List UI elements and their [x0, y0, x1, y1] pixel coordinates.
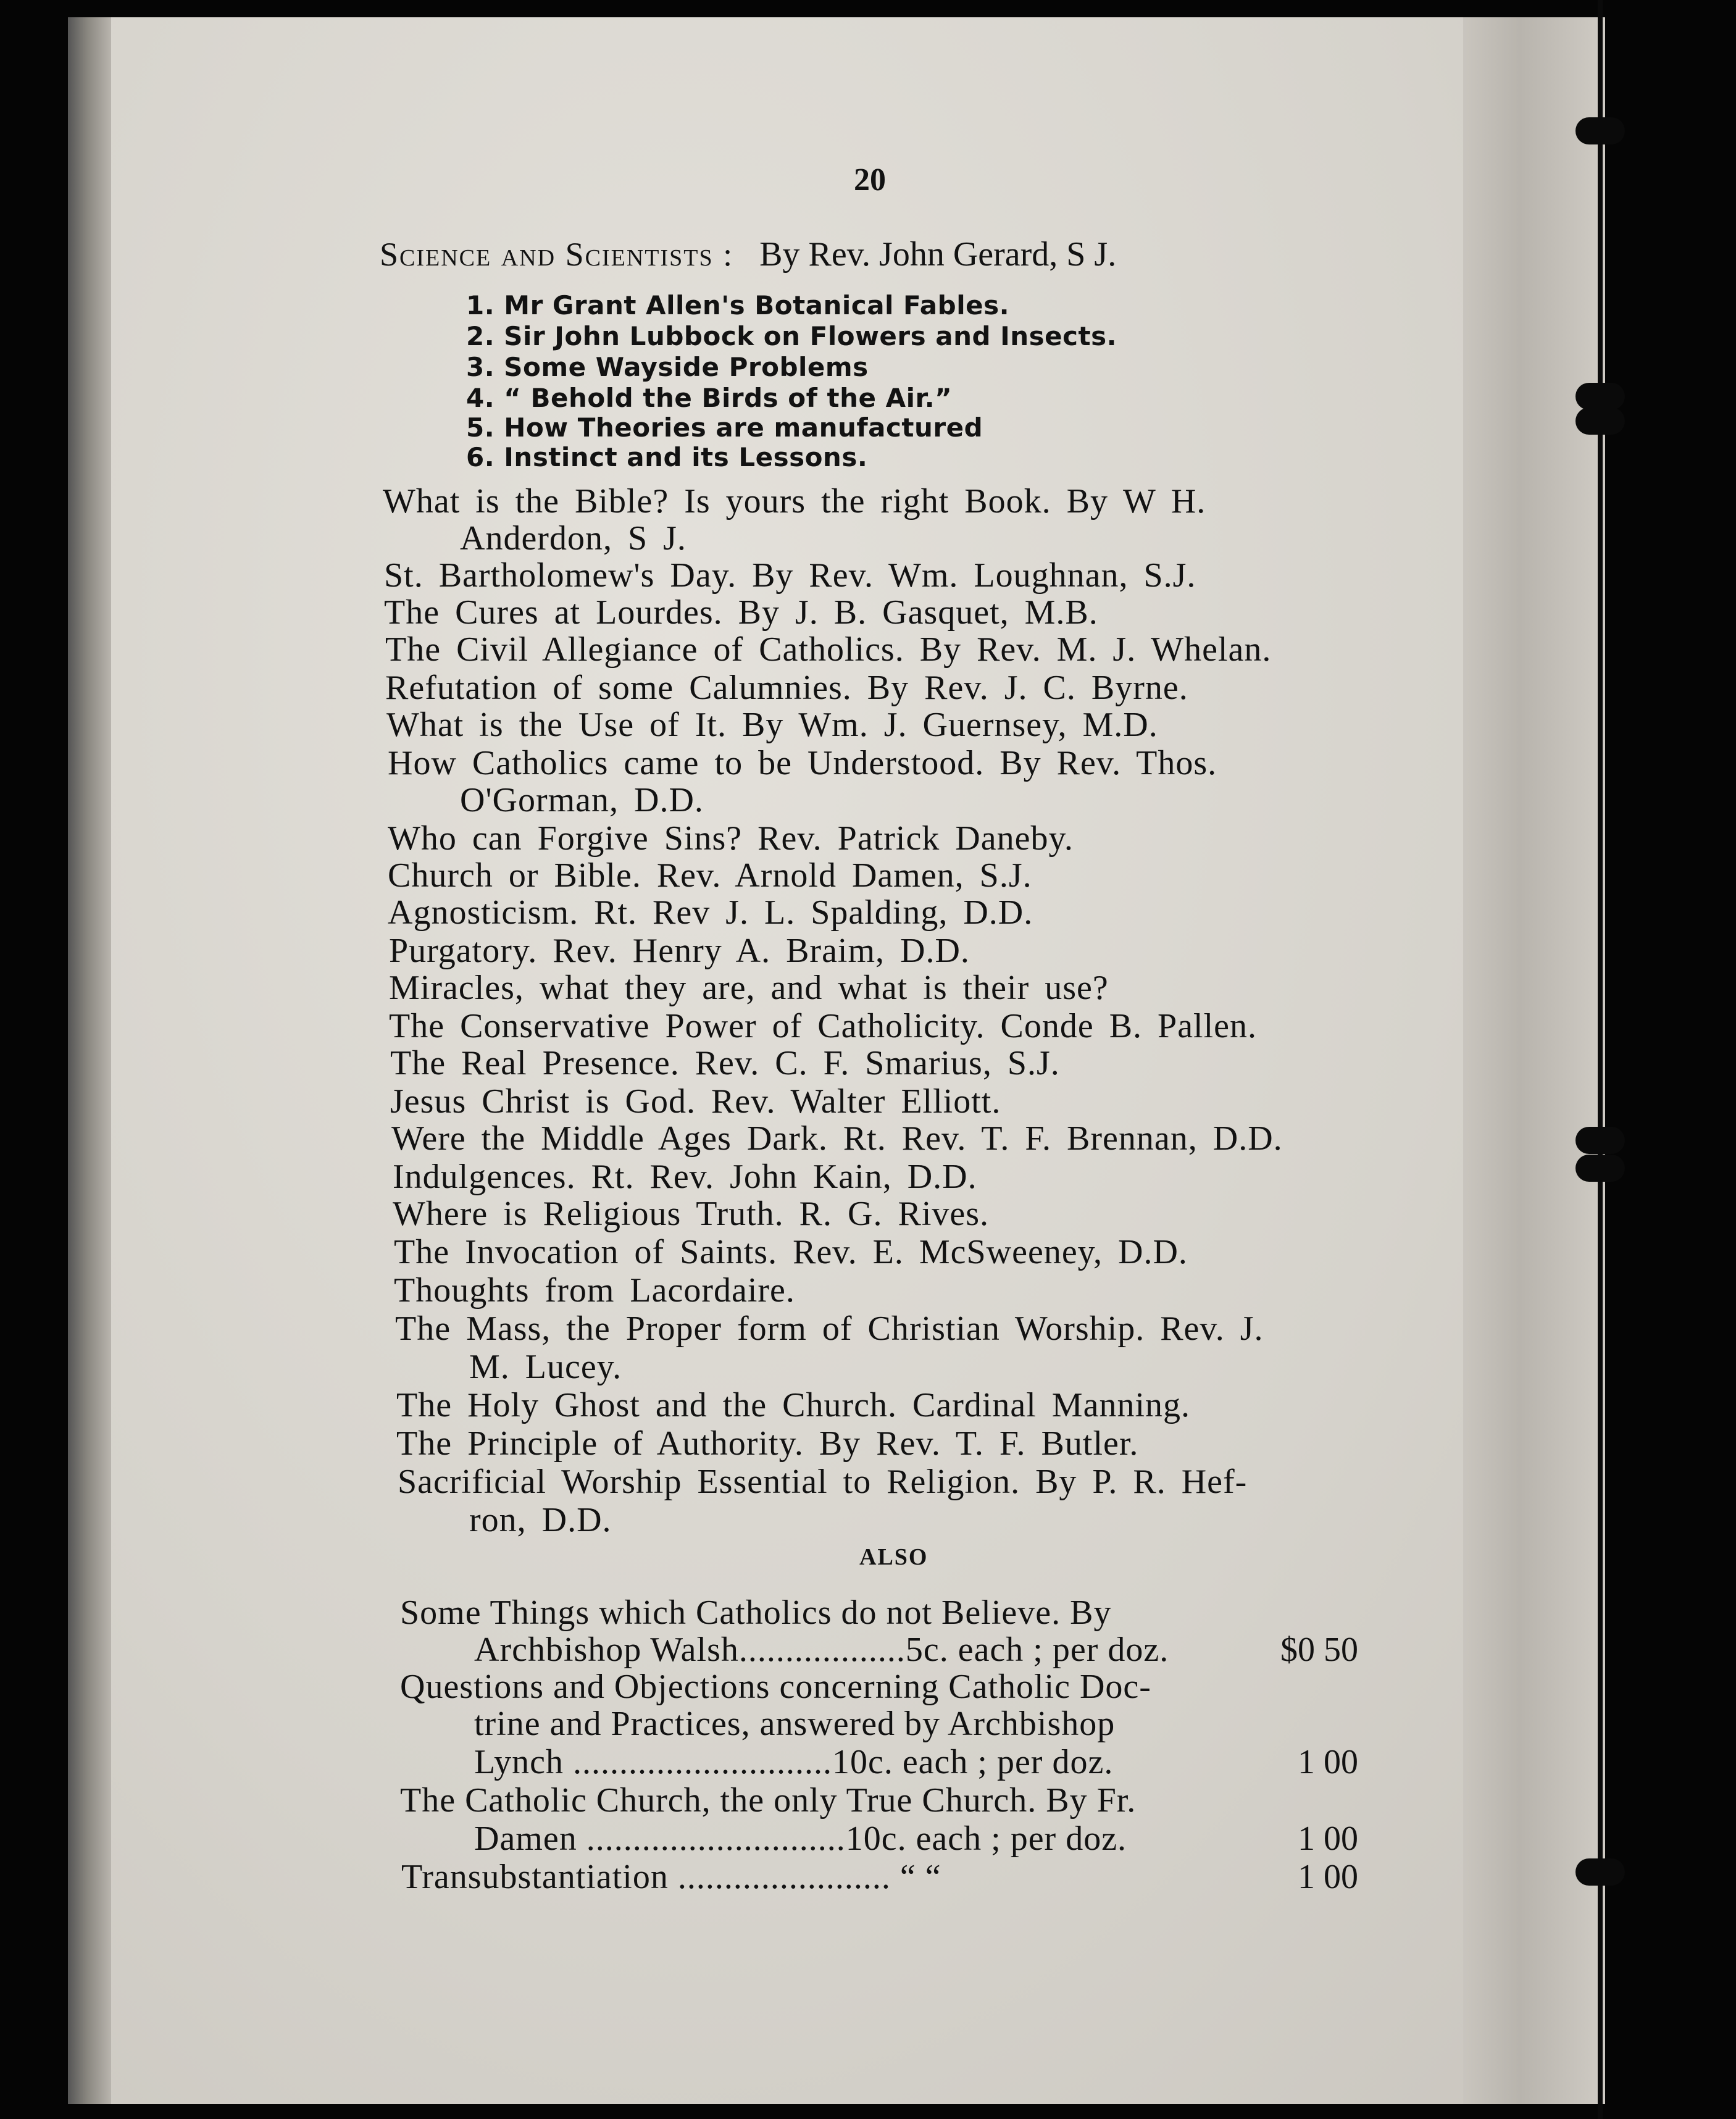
also-heading: ALSO [859, 1544, 929, 1570]
catalog-entry: The Real Presence. Rev. C. F. Smarius, S.J. [390, 1044, 1060, 1082]
book-spine [1598, 0, 1603, 2119]
catalog-entry: Jesus Christ is God. Rev. Walter Elliott. [390, 1082, 1001, 1121]
catalog-entry: Were the Middle Ages Dark. Rt. Rev. T. F. Brennan, D.D. [391, 1119, 1283, 1158]
series-author: By Rev. John Gerard, S J. [759, 235, 1117, 274]
catalog-entry: What is the Use of It. By Wm. J. Guernsey, M.D. [386, 706, 1158, 744]
catalog-entry: Church or Bible. Rev. Arnold Damen, S.J. [388, 856, 1032, 895]
priced-entry-continued: trine and Practices, answered by Archbishop [474, 1705, 1116, 1743]
catalog-entry: Purgatory. Rev. Henry A. Braim, D.D. [389, 932, 970, 970]
catalog-entry: St. Bartholomew's Day. By Rev. Wm. Loughnan, S.J. [384, 556, 1196, 595]
sub-item: 3. Some Wayside Problems [466, 352, 869, 382]
priced-entry: Questions and Objections concerning Catholic Doc- [400, 1668, 1151, 1706]
price-value: $0 50 [1280, 1631, 1358, 1669]
facing-page-edge [1463, 17, 1605, 2104]
page-gutter-shadow [68, 17, 111, 2104]
catalog-entry-continued: M. Lucey. [469, 1348, 622, 1386]
binding-stitch [1575, 408, 1625, 435]
priced-entry: The Catholic Church, the only True Church. By Fr. [400, 1781, 1137, 1820]
priced-entry: Transubstantiation ....................... “ “ [401, 1858, 941, 1896]
binding-stitch [1575, 1858, 1625, 1886]
catalog-entry: The Civil Allegiance of Catholics. By Rev. M. J. Whelan. [385, 630, 1272, 669]
catalog-entry: Miracles, what they are, and what is their use? [389, 969, 1109, 1007]
catalog-entry: Sacrificial Worship Essential to Religion. By P. R. Hef- [398, 1463, 1248, 1501]
priced-entry-line: Lynch ............................10c. each ; per doz. [474, 1743, 1114, 1781]
catalog-entry: Agnosticism. Rt. Rev J. L. Spalding, D.D. [388, 893, 1033, 932]
binding-stitch [1575, 1127, 1625, 1154]
binding-stitch [1575, 383, 1625, 410]
price-value: 1 00 [1298, 1820, 1358, 1858]
sub-item: 5. How Theories are manufactured [466, 412, 983, 443]
sub-item: 2. Sir John Lubbock on Flowers and Insects. [466, 321, 1117, 351]
sub-item: 1. Mr Grant Allen's Botanical Fables. [466, 290, 1010, 320]
catalog-entry: Thoughts from Lacordaire. [394, 1271, 795, 1310]
series-heading [380, 235, 1116, 274]
price-value: 1 00 [1298, 1858, 1358, 1896]
sub-item: 6. Instinct and its Lessons. [466, 442, 868, 472]
catalog-entry: The Principle of Authority. By Rev. T. F. Butler. [396, 1424, 1139, 1463]
catalog-entry: The Mass, the Proper form of Christian Worship. Rev. J. [395, 1310, 1264, 1348]
catalog-entry: Who can Forgive Sins? Rev. Patrick Daneby. [388, 819, 1074, 858]
priced-entry-line: Damen ............................10c. each ; per doz. [474, 1820, 1127, 1858]
catalog-entry: The Cures at Lourdes. By J. B. Gasquet, M.B. [384, 593, 1098, 632]
catalog-entry: Where is Religious Truth. R. G. Rives. [393, 1195, 990, 1233]
price-value: 1 00 [1298, 1743, 1358, 1781]
catalog-entry-continued: O'Gorman, D.D. [460, 781, 704, 819]
binding-stitch [1575, 117, 1625, 144]
catalog-entry: Indulgences. Rt. Rev. John Kain, D.D. [393, 1158, 977, 1196]
priced-entry-line: Archbishop Walsh..................5c. each ; per doz. [474, 1631, 1169, 1669]
catalog-entry: What is the Bible? Is yours the right Book. By W H. [383, 482, 1206, 520]
series-title: Science and Scientists : [380, 236, 734, 273]
catalog-entry: The Holy Ghost and the Church. Cardinal Manning. [396, 1386, 1191, 1424]
page-number: 20 [854, 162, 886, 198]
priced-entry: Some Things which Catholics do not Believe. By [400, 1594, 1112, 1632]
catalog-entry-continued: Anderdon, S J. [460, 519, 686, 558]
binding-stitch [1575, 1155, 1625, 1182]
catalog-entry: The Invocation of Saints. Rev. E. McSweeney, D.D. [394, 1233, 1188, 1271]
catalog-entry: How Catholics came to be Understood. By Rev. Thos. [388, 744, 1217, 782]
catalog-entry: The Conservative Power of Catholicity. Conde B. Pallen. [389, 1007, 1258, 1045]
sub-item: 4. “ Behold the Birds of the Air.” [466, 383, 953, 413]
catalog-entry: Refutation of some Calumnies. By Rev. J. C. Byrne. [385, 669, 1188, 707]
catalog-entry-continued: ron, D.D. [469, 1501, 612, 1539]
